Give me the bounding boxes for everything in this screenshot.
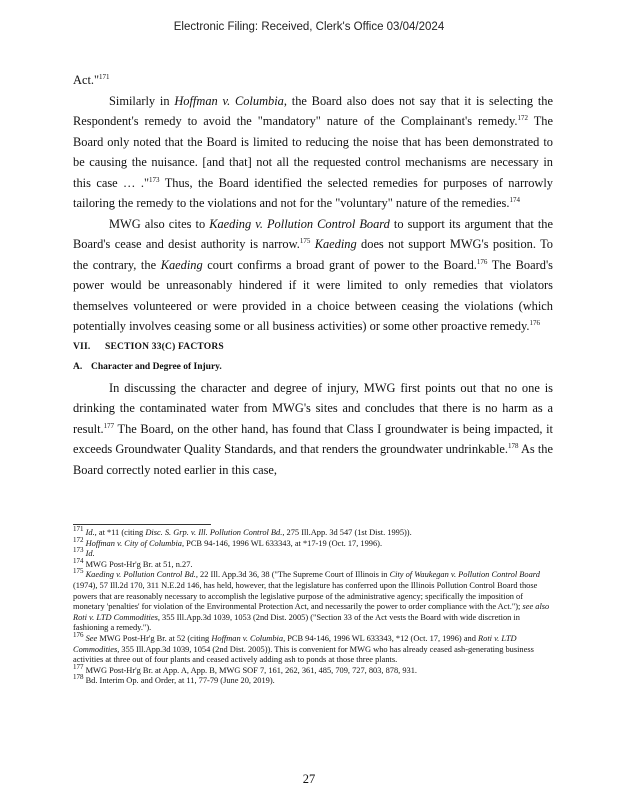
footnote-ref[interactable]: 178 bbox=[507, 441, 519, 450]
footnote-number: 171 bbox=[73, 525, 84, 534]
case-name: Hoffman v. Columbia bbox=[174, 93, 284, 108]
footnote-178 bbox=[73, 673, 553, 687]
footnote-number: 174 bbox=[73, 556, 84, 565]
case-name: Kaeding v. Pollution Control Board bbox=[209, 216, 390, 231]
text: to support its argument that the Board's cease and desist authority is narrow. bbox=[73, 216, 553, 251]
footnote-ref[interactable]: 171 bbox=[99, 72, 110, 81]
text: The Board, on the other hand, has found that Class I groundwater is being impacted, it exceeds Groundwater Quality Standards, and that renders the groundwater undrinkable. bbox=[73, 421, 553, 456]
footnote-176 bbox=[73, 631, 553, 666]
paragraph-2 bbox=[73, 214, 553, 337]
case-name: Hoffman v. Columbia bbox=[211, 633, 284, 643]
filing-header: Electronic Filing: Received, Clerk's Office 03/04/2024 bbox=[173, 21, 445, 33]
case-name: Disc. S. Grp. v. Ill. Pollution Control Bd. bbox=[145, 528, 283, 537]
footnote-177 bbox=[73, 662, 553, 677]
footnote-divider bbox=[73, 524, 211, 525]
footnote-ref[interactable]: 175 bbox=[299, 236, 311, 245]
footnote-ref[interactable]: 172 bbox=[517, 113, 529, 122]
text: , at *11 (citing bbox=[94, 528, 146, 537]
footnote-ref[interactable]: 176 bbox=[476, 257, 488, 266]
text: MWG Post-Hr'g Br. at App. A, App. B, MWG SOF 7, 161, 262, 361, 485, 709, 727, 803, 878, 931. bbox=[83, 665, 417, 675]
subsection-title: Character and Degree of Injury. bbox=[91, 362, 222, 372]
text: (1974), 57 Ill.2d 170, 311 N.E.2d 146, has held, however, that the legislature has conferred upon the Illinois Pollution Control Board those powers that are reasonably necessary to accomplish the legislative purpose of the administrative agency; specifically the imposition of monetary 'penalties' for violation of the Environmental Protection Act, and necessarily the power to order compliance with the Act."); bbox=[73, 580, 538, 612]
footnote-ref[interactable]: 177 bbox=[103, 421, 115, 430]
section-heading bbox=[73, 337, 553, 358]
footnotes bbox=[73, 525, 553, 687]
text: Bd. Interim Op. and Order, at 11, 77-79 (June 20, 2019). bbox=[83, 676, 275, 686]
section-title: SECTION 33(C) FACTORS bbox=[105, 341, 224, 352]
text: Similarly in bbox=[109, 93, 175, 108]
text: court confirms a broad grant of power to the Board. bbox=[202, 257, 477, 272]
footnote-number: 173 bbox=[73, 546, 84, 555]
text: As the Board correctly noted earlier in this case, bbox=[73, 442, 553, 477]
text: The Board's power would be unreasonably hindered if it were limited to only remedies that violators themselves volunteered or were provided in a choice between ceasing the violations (which potentially involves ceasing some or all business activities) or some other proactive remedy. bbox=[73, 257, 554, 333]
citation: Id. bbox=[83, 528, 95, 537]
footnote-175 bbox=[73, 567, 553, 634]
footnote-172 bbox=[73, 535, 553, 550]
text: Thus, the Board identified the selected remedies for purposes of narrowly tailoring the remedy to the violations and not for the "voluntary" nature of the remedies. bbox=[73, 175, 554, 210]
footnote-ref[interactable]: 173 bbox=[149, 175, 160, 184]
paragraph-3 bbox=[73, 378, 553, 481]
text: Act." bbox=[73, 73, 100, 87]
text: , PCB 94-146, 1996 WL 633343, *12 (Oct. 17, 1996) and bbox=[283, 633, 479, 643]
case-name: Hoffman v. City of Columbia bbox=[83, 538, 182, 548]
text: , 22 Ill. App.3d 36, 38 ("The Supreme Court of Illinois in bbox=[195, 570, 390, 580]
subsection-number: A. bbox=[73, 362, 83, 372]
case-name: see also Roti v. LTD Commodities bbox=[73, 602, 550, 622]
footnote-number: 172 bbox=[73, 535, 84, 544]
case-name: City of Waukegan v. Pollution Control Board bbox=[389, 570, 540, 580]
footnote-number: 175 bbox=[73, 567, 84, 576]
text: The Board only noted that the Board is limited to reducing the noise that has been demonstrated to be causing the nuisance. [and that] not all the requested control mechanisms are necessary in this case … ." bbox=[73, 114, 554, 190]
footnote-number: 178 bbox=[73, 673, 84, 682]
text: MWG Post-Hr'g Br. at 51, n.27. bbox=[83, 559, 193, 569]
text: MWG also cites to bbox=[109, 216, 210, 231]
citation: Id. bbox=[83, 549, 95, 559]
paragraph-0 bbox=[73, 70, 553, 91]
text: In discussing the character and degree of injury, MWG first points out that no one is drinking the contaminated water from MWG's sites and concludes that there is no harm as a result. bbox=[73, 380, 553, 436]
footnote-number: 176 bbox=[73, 631, 84, 640]
text: does not support MWG's position. To the contrary, the bbox=[73, 237, 553, 272]
footnote-173 bbox=[73, 546, 553, 560]
paragraph-1 bbox=[73, 91, 553, 214]
body-text bbox=[73, 70, 553, 480]
footnote-number: 177 bbox=[73, 662, 84, 671]
case-name: Kaeding bbox=[314, 237, 357, 251]
text: , the Board also does not say that it is selecting the Respondent's remedy to avoid the "mandatory" nature of the Complainant's remedy. bbox=[73, 93, 553, 128]
case-name: Kaeding v. Pollution Control Bd. bbox=[83, 570, 196, 580]
text: , 275 Ill.App. 3d 547 (1st Dist. 1995)). bbox=[282, 528, 412, 537]
page-number: 27 bbox=[302, 772, 316, 786]
footnote-174 bbox=[73, 556, 553, 571]
text: , 355 Ill.App.3d 1039, 1053 (2nd Dist. 2005) ("Section 33 of the Act vests the Board with wide discretion in fashioning a remedy."). bbox=[73, 612, 520, 633]
text: , PCB 94-146, 1996 WL 633343, at *17-19 (Oct. 17, 1996). bbox=[181, 538, 383, 548]
text: MWG Post-Hr'g Br. at 52 (citing bbox=[97, 633, 212, 643]
case-name: Roti v. LTD Commodities bbox=[73, 633, 517, 654]
case-name: Kaeding bbox=[160, 257, 203, 272]
subsection-heading bbox=[73, 357, 553, 378]
text: , 355 Ill.App.3d 1039, 1054 (2nd Dist. 2005)). This is convenient for MWG who has already ceased ash-generating business activities at three out of four plants and ceased actively adding ash to ponds at those three plants. bbox=[73, 644, 534, 665]
section-number: VII. bbox=[73, 341, 91, 352]
footnote-ref[interactable]: 176 bbox=[529, 318, 540, 327]
signal: See bbox=[83, 633, 98, 643]
footnote-ref[interactable]: 174 bbox=[509, 195, 520, 204]
footnote-171 bbox=[73, 525, 553, 539]
